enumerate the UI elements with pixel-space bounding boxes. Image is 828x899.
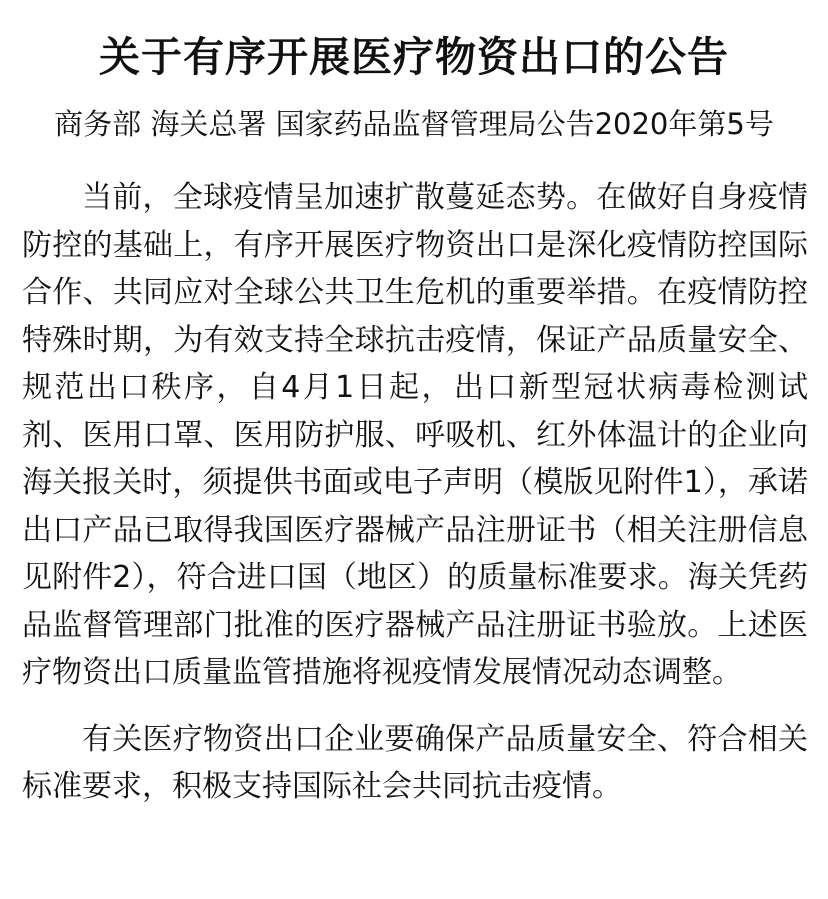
body-paragraph-2: 有关医疗物资出口企业要确保产品质量安全、符合相关标准要求，积极支持国际社会共同抗击疫情。 <box>22 721 808 804</box>
document-subtitle: 商务部 海关总署 国家药品监督管理局公告2020年第5号 <box>54 107 774 141</box>
body-paragraph-1: 当前，全球疫情呈加速扩散蔓延态势。在做好自身疫情防控的基础上，有序开展医疗物资出口是深化疫情防控国际合作、共同应对全球公共卫生危机的重要举措。在疫情防控特殊时期，为有效支持全球抗击疫情，保证产品质量安全、规范出口秩序，自4月1日起，出口新型冠状病毒检测试剂、医用口罩、医用防护服、呼吸机、红外体温计的企业向海关报关时，须提供书面或电子声明（模版见附件1），承诺出口产品已取得我国医疗器械产品注册证书（相关注册信息见附件2），符合进口国（地区）的质量标准要求。海关凭药品监督管理部门批准的医疗器械产品注册证书验放。上述医疗物资出口质量监管措施将视疫情发展情况动态调整。 <box>22 180 808 690</box>
document-body <box>22 174 808 811</box>
document-title: 关于有序开展医疗物资出口的公告 <box>99 33 729 81</box>
